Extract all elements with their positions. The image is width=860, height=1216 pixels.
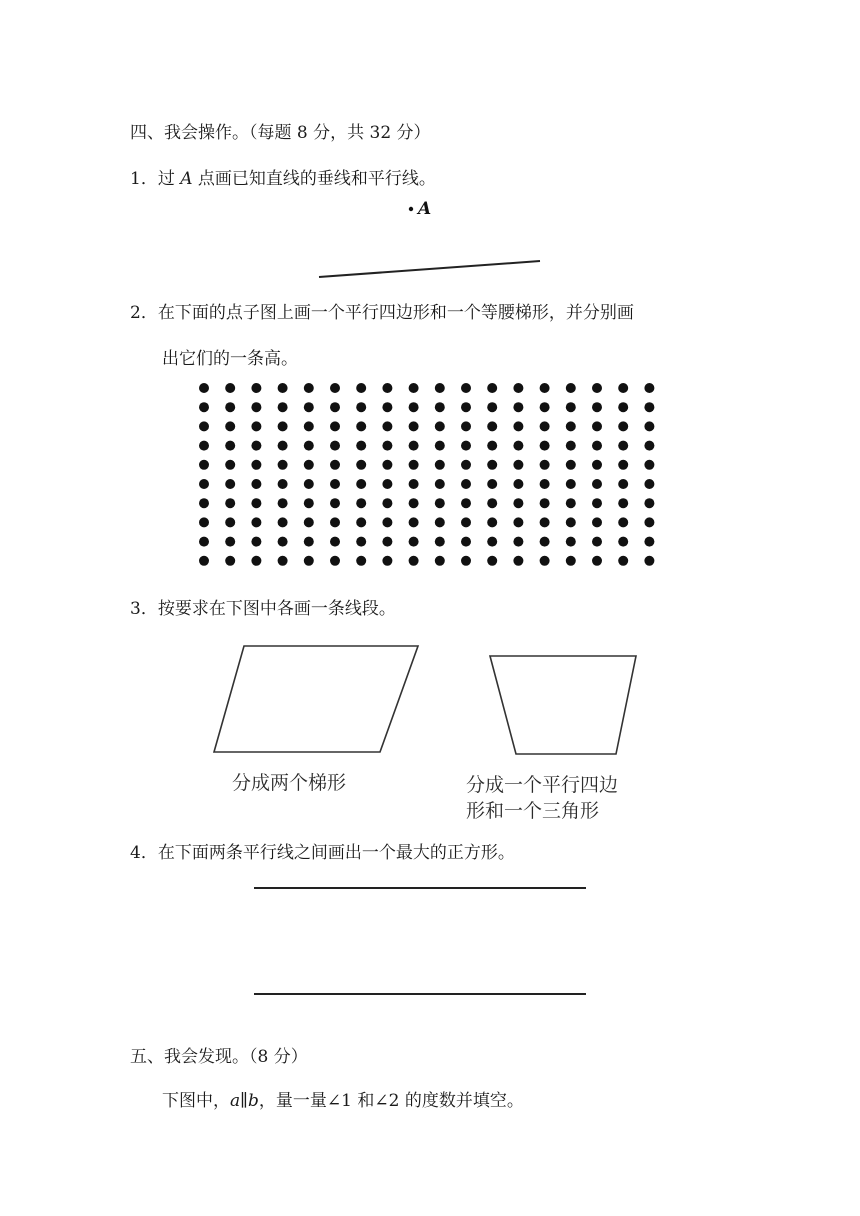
grid-dot [618,402,628,412]
grid-dot [644,402,654,412]
grid-dot [461,383,471,393]
question-3-text: 按要求在下图中各画一条线段。 [157,599,396,619]
grid-dot [409,556,419,566]
grid-dot [618,498,628,508]
grid-dot [540,383,550,393]
grid-dot [566,441,576,451]
given-line [319,261,540,277]
grid-dot [513,460,523,470]
trapezoid-caption-line2: 形和一个三角形 [466,800,600,822]
grid-dot [304,402,314,412]
grid-dot [566,402,576,412]
grid-dot [409,383,419,393]
grid-dot [435,537,445,547]
point-a-dot [409,207,413,211]
grid-dot [330,402,340,412]
grid-dot [618,537,628,547]
grid-dot [513,537,523,547]
grid-dot [513,421,523,431]
grid-dot [225,537,235,547]
grid-dot [487,441,497,451]
grid-dot [409,441,419,451]
grid-dot [330,537,340,547]
grid-dot [435,460,445,470]
grid-dot [592,402,602,412]
grid-dot [435,383,445,393]
grid-dot [278,441,288,451]
grid-dot [566,460,576,470]
grid-dot [356,460,366,470]
grid-dot [618,479,628,489]
grid-dot [644,537,654,547]
grid-dot [330,460,340,470]
grid-dot [435,441,445,451]
grid-dot [382,556,392,566]
grid-dot [540,556,550,566]
grid-dot [356,517,366,527]
grid-dot [566,498,576,508]
grid-dot [278,460,288,470]
grid-dot [513,498,523,508]
grid-dot [644,517,654,527]
grid-dot [199,537,209,547]
point-a-label: A [418,199,432,219]
grid-dot [618,517,628,527]
grid-dot [513,479,523,489]
grid-dot [540,479,550,489]
grid-dot [225,441,235,451]
grid-dot [278,383,288,393]
grid-dot [382,421,392,431]
grid-dot [330,498,340,508]
grid-dot [566,383,576,393]
grid-dot [644,498,654,508]
question-4-number: 4． [130,843,158,863]
grid-dot [199,402,209,412]
grid-dot [382,517,392,527]
grid-dot [199,421,209,431]
grid-dot [592,460,602,470]
grid-dot [435,421,445,431]
section-4-heading: 四、我会操作。（每题 8 分，共 32 分） [130,123,431,143]
grid-dot [225,460,235,470]
dot-grid [199,383,654,566]
grid-dot [566,421,576,431]
grid-dot [487,556,497,566]
grid-dot [304,441,314,451]
grid-dot [225,383,235,393]
grid-dot [409,498,419,508]
grid-dot [644,556,654,566]
grid-dot [487,383,497,393]
grid-dot [278,421,288,431]
grid-dot [330,479,340,489]
grid-dot [540,498,550,508]
grid-dot [644,479,654,489]
section-5-heading: 五、我会发现。（8 分） [130,1047,308,1067]
grid-dot [356,479,366,489]
grid-dot [304,383,314,393]
grid-dot [382,441,392,451]
grid-dot [592,556,602,566]
grid-dot [435,479,445,489]
grid-dot [225,479,235,489]
grid-dot [251,421,261,431]
grid-dot [278,517,288,527]
grid-dot [461,498,471,508]
grid-dot [513,402,523,412]
grid-dot [461,517,471,527]
grid-dot [199,556,209,566]
grid-dot [356,498,366,508]
grid-dot [461,479,471,489]
grid-dot [382,537,392,547]
question-3 [130,594,396,619]
grid-dot [278,479,288,489]
grid-dot [304,479,314,489]
parallelogram-caption: 分成两个梯形 [232,772,347,794]
grid-dot [251,479,261,489]
grid-dot [356,421,366,431]
question-2-line1 [130,298,634,323]
line-a-ref: a [230,1091,241,1111]
grid-dot [251,517,261,527]
grid-dot [356,556,366,566]
grid-dot [382,383,392,393]
grid-dot [513,556,523,566]
grid-dot [278,498,288,508]
grid-dot [330,383,340,393]
grid-dot [461,460,471,470]
grid-dot [304,498,314,508]
line-b-ref: b [248,1091,259,1111]
grid-dot [513,383,523,393]
grid-dot [618,556,628,566]
grid-dot [540,421,550,431]
grid-dot [461,537,471,547]
grid-dot [644,421,654,431]
grid-dot [487,537,497,547]
grid-dot [487,402,497,412]
question-2-line2: 出它们的一条高。 [162,349,298,369]
grid-dot [435,556,445,566]
point-a-ref: A [180,169,193,189]
grid-dot [199,517,209,527]
instruction-post: ，量一量∠1 和∠2 的度数并填空。 [258,1091,524,1111]
grid-dot [251,498,261,508]
trapezoid-shape [490,656,636,754]
question-4 [130,838,515,863]
grid-dot [382,479,392,489]
grid-dot [487,498,497,508]
question-1-number: 1． [130,169,158,189]
grid-dot [356,441,366,451]
grid-dot [461,402,471,412]
grid-dot [592,479,602,489]
grid-dot [409,479,419,489]
grid-dot [409,402,419,412]
grid-dot [382,498,392,508]
grid-dot [540,402,550,412]
grid-dot [409,537,419,547]
parallel-symbol: ∥ [240,1091,248,1111]
grid-dot [566,537,576,547]
grid-dot [409,421,419,431]
grid-dot [225,556,235,566]
grid-dot [382,460,392,470]
grid-dot [251,460,261,470]
grid-dot [304,517,314,527]
instruction-pre: 下图中， [162,1091,230,1111]
question-1-pre: 过 [157,169,181,189]
grid-dot [251,537,261,547]
question-2-number: 2． [130,303,158,323]
grid-dot [461,556,471,566]
grid-dot [382,402,392,412]
question-4-text: 在下面两条平行线之间画出一个最大的正方形。 [157,843,515,863]
question-1-post: 点画已知直线的垂线和平行线。 [192,169,436,189]
grid-dot [330,517,340,527]
question-2-text: 在下面的点子图上画一个平行四边形和一个等腰梯形，并分别画 [157,303,634,323]
trapezoid-caption-line1: 分成一个平行四边 [466,774,619,796]
grid-dot [330,421,340,431]
grid-dot [435,402,445,412]
grid-dot [409,460,419,470]
grid-dot [592,498,602,508]
grid-dot [199,498,209,508]
grid-dot [225,402,235,412]
grid-dot [251,402,261,412]
grid-dot [278,537,288,547]
grid-dot [618,441,628,451]
grid-dot [356,402,366,412]
grid-dot [487,421,497,431]
grid-dot [225,517,235,527]
grid-dot [304,556,314,566]
section-5-instruction [162,1086,524,1111]
grid-dot [278,556,288,566]
grid-dot [435,498,445,508]
grid-dot [592,517,602,527]
grid-dot [225,498,235,508]
grid-dot [592,421,602,431]
grid-dot [566,479,576,489]
grid-dot [304,537,314,547]
grid-dot [566,517,576,527]
grid-dot [540,460,550,470]
grid-dot [566,556,576,566]
question-3-number: 3． [130,599,158,619]
grid-dot [540,441,550,451]
grid-dot [461,441,471,451]
grid-dot [330,556,340,566]
grid-dot [644,460,654,470]
grid-dot [199,441,209,451]
grid-dot [461,421,471,431]
grid-dot [513,441,523,451]
grid-dot [251,556,261,566]
grid-dot [592,441,602,451]
grid-dot [251,441,261,451]
grid-dot [592,537,602,547]
grid-dot [435,517,445,527]
grid-dot [225,421,235,431]
grid-dot [304,460,314,470]
grid-dot [356,383,366,393]
grid-dot [304,421,314,431]
grid-dot [487,517,497,527]
grid-dot [487,479,497,489]
grid-dot [278,402,288,412]
grid-dot [199,479,209,489]
grid-dot [330,441,340,451]
grid-dot [618,383,628,393]
grid-dot [199,460,209,470]
grid-dot [618,460,628,470]
grid-dot [618,421,628,431]
grid-dot [644,441,654,451]
parallelogram-shape [214,646,418,752]
grid-dot [540,537,550,547]
grid-dot [487,460,497,470]
grid-dot [409,517,419,527]
grid-dot [356,537,366,547]
grid-dot [592,383,602,393]
grid-dot [540,517,550,527]
grid-dot [644,383,654,393]
grid-dot [251,383,261,393]
grid-dot [199,383,209,393]
grid-dot [513,517,523,527]
